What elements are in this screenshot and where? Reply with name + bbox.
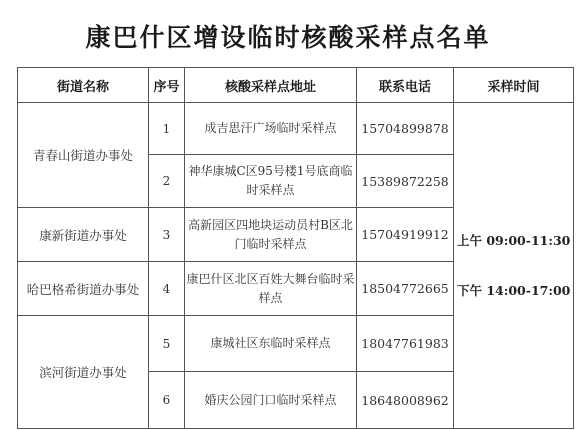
sampling-sites-table (17, 67, 574, 429)
street-cell: 康新街道办事处 (18, 208, 149, 262)
row-address: 康城社区东临时采样点 (185, 316, 357, 372)
row-phone: 15704899878 (357, 103, 454, 155)
header-no: 序号 (149, 68, 185, 103)
row-phone: 15389872258 (357, 155, 454, 208)
afternoon-time: 下午 14:00-17:00 (457, 282, 571, 298)
page-title: 康巴什区增设临时核酸采样点名单 (85, 23, 491, 52)
header-phone: 联系电话 (357, 68, 454, 103)
row-address: 神华康城C区95号楼1号底商临时采样点 (185, 155, 357, 208)
row-no: 3 (149, 208, 185, 262)
street-cell: 青春山街道办事处 (18, 103, 149, 208)
row-phone: 15704919912 (357, 208, 454, 262)
table-row (18, 103, 574, 155)
header-address: 核酸采样点地址 (185, 68, 357, 103)
row-no: 5 (149, 316, 185, 372)
table-header-row (18, 68, 574, 103)
row-phone: 18648008962 (357, 372, 454, 429)
header-time: 采样时间 (454, 68, 574, 103)
row-no: 2 (149, 155, 185, 208)
street-cell: 滨河街道办事处 (18, 316, 149, 429)
row-address: 成吉思汗广场临时采样点 (185, 103, 357, 155)
row-phone: 18504772665 (357, 262, 454, 316)
morning-time: 上午 09:00-11:30 (457, 232, 571, 248)
row-no: 4 (149, 262, 185, 316)
street-cell: 哈巴格希街道办事处 (18, 262, 149, 316)
row-address: 婚庆公园门口临时采样点 (185, 372, 357, 429)
row-phone: 18047761983 (357, 316, 454, 372)
row-no: 1 (149, 103, 185, 155)
time-cell (454, 103, 574, 429)
header-street: 街道名称 (18, 68, 149, 103)
row-address: 康巴什区北区百姓大舞台临时采样点 (185, 262, 357, 316)
row-address: 高新园区四地块运动员村B区北门临时采样点 (185, 208, 357, 262)
row-no: 6 (149, 372, 185, 429)
